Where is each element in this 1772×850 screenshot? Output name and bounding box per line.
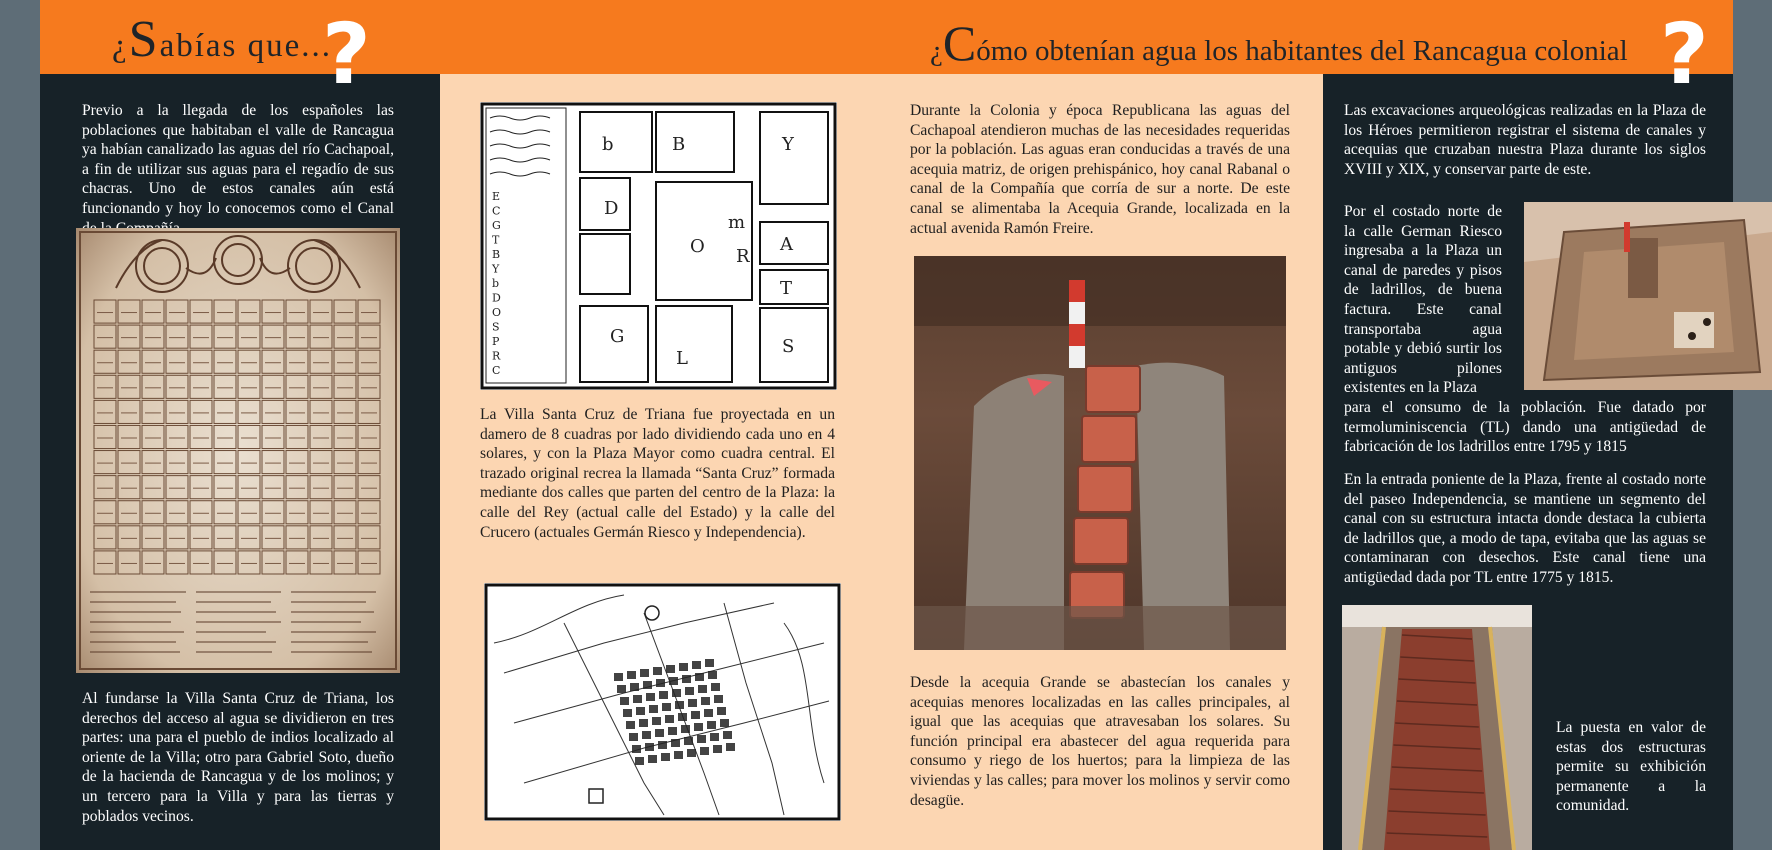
plan-legend-letter: Y: [492, 262, 500, 276]
scale-marker: [1624, 222, 1630, 252]
left-question-mark: ?: [322, 5, 371, 103]
plan-letter: m: [728, 212, 746, 233]
street-block: [704, 709, 713, 717]
plan-legend-letter: R: [492, 349, 501, 363]
plan-legend-letter: D: [492, 291, 501, 305]
street-block: [665, 715, 674, 723]
plan-legend-letter: G: [492, 219, 501, 232]
street-block: [658, 741, 667, 749]
street-block: [705, 659, 714, 667]
left-title-rest: abías que...: [159, 28, 333, 64]
plan-letter: D: [604, 198, 619, 219]
plan-letter: L: [676, 348, 688, 369]
street-block: [635, 757, 644, 765]
trench-notch: [1628, 238, 1658, 298]
col4-paragraph-4: La puesta en valor de estas dos estructuras permite su exhibición permanente a la comunidad.: [1556, 719, 1706, 815]
col1-paragraph-1: Previo a la llegada de los españoles las poblaciones que habitaban el valle de Rancagua ya habían canalizado las aguas del río Cachapoal, a fin de utilizar sus aguas para el regadío de sus chacras. Uno de estos canales aún está funcionando y hoy lo conocemos como el Canal: [82, 102, 394, 217]
excavation-photo-3: [1342, 605, 1532, 850]
street-block: [614, 673, 623, 681]
street-block: [711, 683, 720, 691]
street-block: [698, 685, 707, 693]
street-block: [661, 753, 670, 761]
street-block: [648, 755, 657, 763]
plan-legend-letter: S: [492, 320, 500, 334]
town-plan-image: [480, 102, 837, 390]
street-block: [623, 709, 632, 717]
scale-bar: [1069, 280, 1085, 368]
street-plan-svg: [484, 583, 841, 821]
street-block: [627, 671, 636, 679]
street-block: [714, 695, 723, 703]
street-block: [708, 671, 717, 679]
colonial-map-image: [76, 228, 400, 673]
plan-letter: R: [736, 246, 750, 267]
plan-letter: b: [602, 134, 614, 155]
street-block: [713, 745, 722, 753]
brick: [1082, 416, 1136, 462]
col4-paragraph-2b: para el consumo de la población. Fue datado por termoluminiscencia (TL) dando una antigüedad de fabricación de los ladrillos entre 1795 y 1815: [1344, 399, 1706, 456]
street-block: [672, 689, 681, 697]
street-block: [643, 681, 652, 689]
street-block: [678, 713, 687, 721]
excavation-photo-1-svg: [914, 256, 1286, 650]
street-block: [640, 669, 649, 677]
col3-paragraph-2: Desde la acequia Grande se abastecían los canales y acequias menores localizadas en las calles principales, al igual que las acequias que atravesaban los solares. Su función principal era abastecer del agua requerida para consumo y riego de los huertos; para la limpieza de las viviendas y las calles; para mover los molinos y servir como desagüe.: [910, 674, 1290, 809]
street-block: [687, 749, 696, 757]
street-block: [632, 745, 641, 753]
street-block: [653, 667, 662, 675]
street-block: [652, 717, 661, 725]
street-block: [717, 707, 726, 715]
right-title-cap: C: [942, 15, 977, 71]
street-block: [679, 663, 688, 671]
col4-paragraph-2a: Por el costado norte de la calle German Riesco ingresaba a la Plaza un canal de paredes y pisos de ladrillos, de buena factura. Este canal transportaba agua potable y debió surtir los antiguos pilones existentes en la Plaza: [1344, 203, 1502, 397]
brick: [1074, 518, 1128, 564]
plan-letter: S: [782, 336, 795, 357]
street-plan-image: [484, 583, 841, 821]
slab: [1674, 312, 1714, 348]
street-block: [723, 731, 732, 739]
plan-letter: Y: [782, 134, 794, 155]
street-block: [662, 703, 671, 711]
excavation-photo-3-svg: [1342, 605, 1532, 850]
street-block: [630, 683, 639, 691]
street-block: [692, 661, 701, 669]
excavation-photo-2-svg: [1524, 202, 1772, 390]
street-block: [684, 737, 693, 745]
street-block: [720, 719, 729, 727]
street-block: [655, 729, 664, 737]
street-block: [642, 731, 651, 739]
canal-bricks: [1384, 629, 1490, 850]
soil-top: [914, 256, 1286, 326]
col4-paragraph-3: En la entrada poniente de la Plaza, frente al costado norte del paseo Independencia, se mantiene un segmento del canal con su estructura intacta donde destaca la cubierta de ladrillos que, a modo de tapa, evitaba que las aguas se contaminaran con desechos. Este canal tiene una antigüedad dada por TL entre 1775 y 1815.: [1344, 471, 1706, 586]
street-block: [639, 719, 648, 727]
street-block: [656, 679, 665, 687]
street-block: [633, 695, 642, 703]
plan-legend-letter: P: [492, 335, 500, 348]
street-plan-paper: [484, 583, 841, 821]
street-block: [682, 675, 691, 683]
left-title: [112, 10, 332, 69]
left-title-cap: S: [128, 11, 160, 68]
street-block: [626, 721, 635, 729]
plan-legend-letter: O: [492, 306, 502, 319]
street-block: [691, 711, 700, 719]
sky-strip: [1342, 605, 1532, 627]
plan-legend-letter: C: [492, 204, 501, 218]
street-block: [666, 665, 675, 673]
street-block: [620, 697, 629, 705]
hole-1: [1688, 332, 1696, 340]
col3-paragraph-1: Durante la Colonia y época Republicana las aguas del Cachapoal atendieron muchas de las necesidades requeridas por la población. Las aguas eran conducidas a través de una acequia matriz, de origen prehispánico, hoy canal Rabanal o canal de la Compañía que corría de sur a norte. De este canal se alimentaba la Acequia Grande, localizada en la actual avenida Ramón Freire.: [910, 102, 1290, 237]
street-block: [697, 735, 706, 743]
plan-letter: G: [610, 326, 625, 347]
street-block: [675, 701, 684, 709]
plan-legend-letter: C: [492, 364, 501, 377]
col4-paragraph-1: Las excavaciones arqueológicas realizadas en la Plaza de los Héroes permitieron registrar el sistema de canales y acequias que cruzaban nuestra Plaza durante los siglos XVIII y XIX, y conservar parte de este.: [1344, 102, 1706, 178]
plan-letter: B: [672, 134, 686, 155]
street-block: [671, 739, 680, 747]
street-block: [707, 721, 716, 729]
street-block: [669, 677, 678, 685]
left-title-open: ¿: [112, 28, 129, 64]
street-block: [726, 743, 735, 751]
street-block: [700, 747, 709, 755]
street-block: [668, 727, 677, 735]
right-question-mark: ?: [1660, 5, 1709, 103]
street-block: [645, 743, 654, 751]
town-plan-svg: [480, 102, 837, 390]
brick: [1086, 366, 1140, 412]
excavation-photo-2: [1524, 202, 1772, 390]
col1-paragraph-2: Al fundarse la Villa Santa Cruz de Triana, los derechos del acceso al agua se dividieron en tres partes: una para el pueblo de indios localizado al oriente de la Villa; otro para Gabriel Soto, dueño de la hacienda de Rancagua y de los molinos; y un tercero para la Villa y para las tierras y poblados vecinos.: [82, 690, 394, 825]
plan-legend-letter: T: [492, 233, 500, 247]
plan-legend-letter: b: [492, 277, 500, 290]
right-title: [930, 14, 1628, 72]
plan-letter: T: [780, 278, 793, 299]
plan-legend-letter: E: [492, 190, 501, 203]
street-block: [694, 723, 703, 731]
street-block: [649, 705, 658, 713]
rubble: [914, 606, 1286, 650]
street-block: [646, 693, 655, 701]
brick: [1078, 466, 1132, 512]
street-block: [659, 691, 668, 699]
street-block: [701, 697, 710, 705]
colonial-map-svg: [76, 228, 400, 673]
street-block: [681, 725, 690, 733]
plan-letter: O: [690, 236, 705, 257]
street-block: [636, 707, 645, 715]
street-block: [629, 733, 638, 741]
street-block: [674, 751, 683, 759]
right-title-open: ¿: [930, 35, 943, 67]
street-block: [695, 673, 704, 681]
right-title-rest: ómo obtenían agua los habitantes del Rancagua colonial: [976, 35, 1628, 67]
street-block: [685, 687, 694, 695]
excavation-photo-1: [914, 256, 1286, 650]
street-block: [688, 699, 697, 707]
street-block: [617, 685, 626, 693]
plan-letter: A: [780, 234, 793, 255]
hole-2: [1703, 318, 1711, 326]
col2-paragraph-1: La Villa Santa Cruz de Triana fue proyectada en un damero de 8 cuadras por lado dividiendo cada uno en 4 solares, y con la Plaza Mayor como cuadra central. El trazado original recrea la llamada “Santa Cruz” formada mediante dos calles que parten del centro de la Plaza: la calle del Rey (actual calle del Estado) y la calle del Crucero (actuales Germán Riesco y Independencia).: [480, 406, 835, 541]
street-block: [710, 733, 719, 741]
plan-legend-letter: B: [492, 248, 501, 261]
